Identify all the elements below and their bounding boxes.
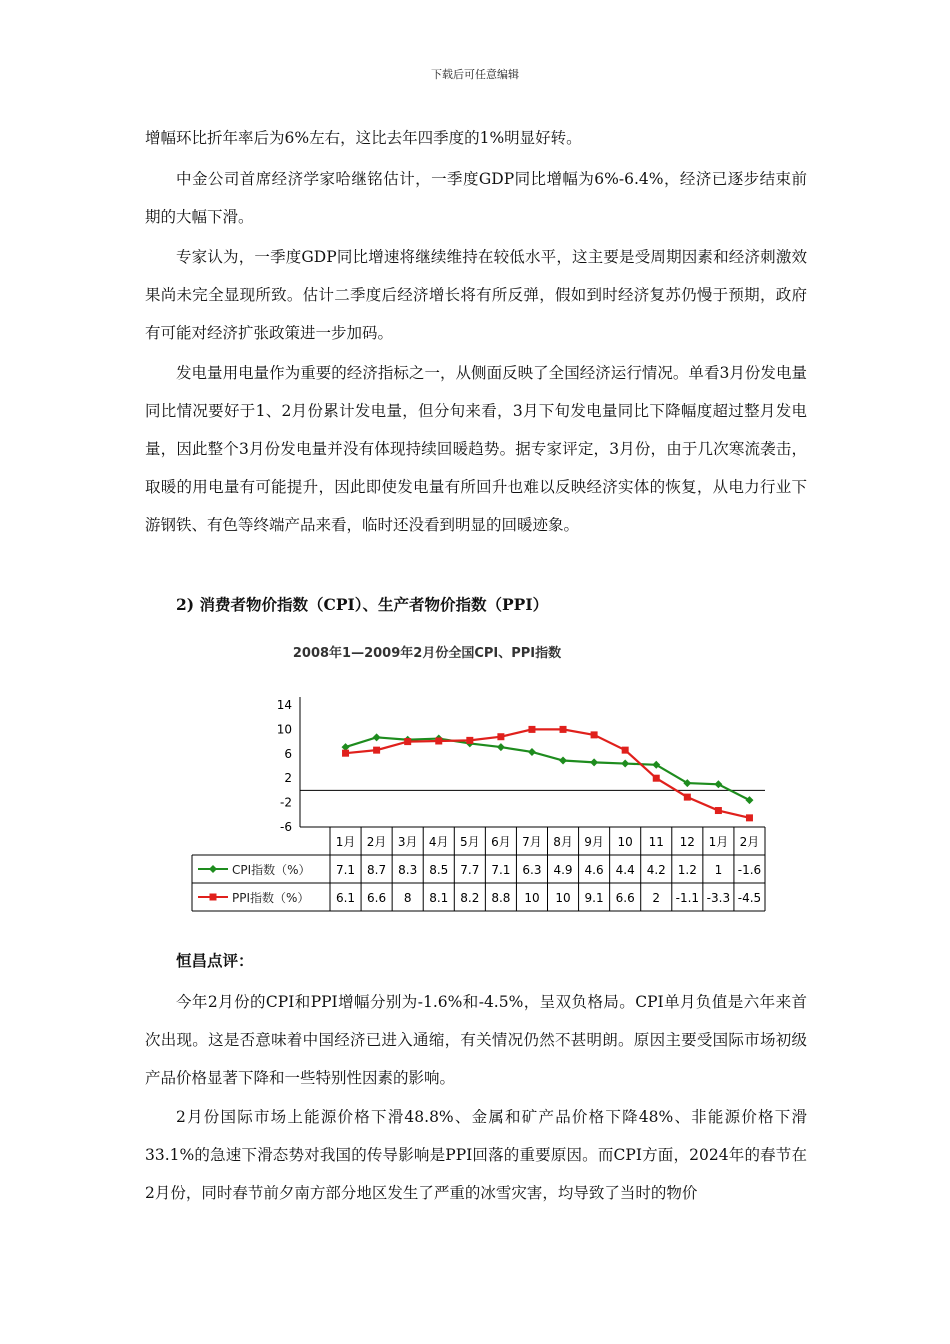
data-label: 7.1 bbox=[335, 863, 356, 877]
y-tick-label: -6 bbox=[280, 820, 292, 834]
paragraph-3: 专家认为，一季度GDP同比增速将继续维持在较低水平，这主要是受周期因素和经济刺激效果尚未完全显现所致。估计二季度后经济增长将有所反弹，假如到时经济复苏仍慢于预期，政府有可能对经济扩张政策进一步加码。 bbox=[145, 248, 807, 342]
data-label: 7.7 bbox=[460, 863, 480, 877]
ppi-point bbox=[435, 737, 442, 744]
cpi-point bbox=[497, 743, 505, 751]
cpi-ppi-chart bbox=[190, 635, 770, 920]
ppi-point bbox=[653, 775, 660, 782]
cpi-point bbox=[590, 758, 598, 766]
page-header: 下载后可任意编辑 bbox=[431, 68, 519, 81]
data-label: 6.6 bbox=[615, 891, 635, 905]
paragraph-6: 2月份国际市场上能源价格下滑48.8%、金属和矿产品价格下降48%、非能源价格下滑33.1%的急速下滑态势对我国的传导影响是PPI回落的重要原因。而CPI方面，2024年的春节在2月份，同时春节前夕南方部分地区发生了严重的冰雪灾害，均导致了当时的物价 bbox=[145, 1108, 807, 1202]
paragraph-2: 中金公司首席经济学家哈继铭估计，一季度GDP同比增幅为6%-6.4%，经济已逐步结束前期的大幅下滑。 bbox=[145, 170, 807, 226]
ppi-point bbox=[404, 738, 411, 745]
y-tick-label: -2 bbox=[280, 795, 292, 810]
section-heading: 2) 消费者物价指数（CPI）、生产者物价指数（PPI） bbox=[176, 595, 549, 614]
chart-title: 2008年1—2009年2月份全国CPI、PPI指数 bbox=[292, 646, 562, 661]
cpi-point bbox=[621, 760, 629, 768]
category-label: 4月 bbox=[428, 835, 449, 849]
category-label: 10 bbox=[617, 835, 633, 849]
data-label: 4.2 bbox=[646, 863, 666, 877]
paragraph-1: 增幅环比折年率后为6%左右，这比去年四季度的1%明显好转。 bbox=[145, 129, 582, 147]
category-label: 6月 bbox=[491, 835, 511, 849]
data-label: 6.6 bbox=[367, 891, 387, 905]
data-label: 10 bbox=[524, 891, 540, 905]
data-label: 6.1 bbox=[335, 891, 356, 905]
category-label: 8月 bbox=[553, 835, 573, 849]
data-label: -1.1 bbox=[675, 891, 700, 905]
paragraph-4: 发电量用电量作为重要的经济指标之一，从侧面反映了全国经济运行情况。单看3月份发电量同比情况要好于1、2月份累计发电量，但分旬来看，3月下旬发电量同比下降幅度超过整月发电量，因此整个3月份发电量并没有体现持续回暖趋势。据专家评定，3月份，由于几次寒流袭击，取暖的用电量有可能提升，因此即使发电量有所回升也难以反映经济实体的恢复，从电力行业下游钢铁、有色等终端产品来看，临时还没看到明显的回暖迹象。 bbox=[145, 364, 807, 534]
data-label: 8.2 bbox=[460, 891, 480, 905]
data-label: 8.5 bbox=[429, 863, 449, 877]
data-label: 9.1 bbox=[584, 891, 604, 905]
legend-label-1: PPI指数（%） bbox=[232, 891, 310, 905]
y-tick-label: 14 bbox=[276, 698, 292, 712]
cpi-point bbox=[559, 757, 567, 765]
data-label: 4.6 bbox=[584, 863, 604, 877]
data-label: -1.6 bbox=[737, 863, 762, 877]
y-tick-label: 2 bbox=[284, 771, 292, 786]
data-label: 8.3 bbox=[398, 863, 418, 877]
data-label: 4.4 bbox=[615, 863, 635, 877]
data-label: 8.8 bbox=[491, 891, 511, 905]
cpi-point bbox=[373, 733, 381, 741]
cpi-point bbox=[528, 748, 536, 756]
ppi-point bbox=[746, 814, 753, 821]
ppi-point bbox=[684, 794, 691, 801]
cpi-point bbox=[714, 780, 722, 788]
data-label: 4.9 bbox=[553, 863, 573, 877]
chart-layer bbox=[192, 645, 765, 911]
comment-heading: 恒昌点评： bbox=[176, 951, 254, 970]
ppi-point bbox=[591, 731, 598, 738]
ppi-point bbox=[373, 747, 380, 754]
cpi-point bbox=[745, 796, 753, 804]
ppi-point bbox=[622, 747, 629, 754]
legend-marker-0 bbox=[209, 865, 217, 873]
data-label: 8.7 bbox=[367, 863, 387, 877]
category-label: 11 bbox=[648, 835, 664, 849]
data-label: 10 bbox=[555, 891, 571, 905]
category-label: 2月 bbox=[739, 835, 760, 849]
data-label: 6.3 bbox=[522, 863, 542, 877]
legend-marker-1 bbox=[210, 894, 217, 901]
legend-label-0: CPI指数（%） bbox=[232, 863, 311, 877]
data-label: 1 bbox=[714, 863, 723, 877]
data-label: -4.5 bbox=[737, 891, 762, 905]
data-label: 2 bbox=[652, 891, 661, 905]
ppi-point bbox=[466, 737, 473, 744]
y-tick-label: 6 bbox=[284, 746, 292, 761]
category-label: 7月 bbox=[522, 835, 542, 849]
ppi-point bbox=[715, 807, 722, 814]
paragraph-5: 今年2月份的CPI和PPI增幅分别为-1.6%和-4.5%，呈双负格局。CPI单月负值是六年来首次出现。这是否意味着中国经济已进入通缩，有关情况仍然不甚明朗。原因主要受国际市场初级产品价格显著下降和一些特别性因素的影响。 bbox=[145, 993, 807, 1087]
ppi-point bbox=[497, 733, 504, 740]
category-label: 2月 bbox=[366, 835, 387, 849]
ppi-point bbox=[560, 726, 567, 733]
y-tick-label: 10 bbox=[276, 722, 292, 737]
category-label: 9月 bbox=[584, 835, 604, 849]
data-label: 7.1 bbox=[491, 863, 511, 877]
ppi-point bbox=[528, 726, 535, 733]
data-label: 8.1 bbox=[429, 891, 449, 905]
category-label: 1月 bbox=[335, 835, 356, 849]
data-label: 1.2 bbox=[677, 863, 697, 877]
category-label: 5月 bbox=[460, 835, 480, 849]
data-label: 8 bbox=[403, 891, 412, 905]
category-label: 12 bbox=[679, 835, 695, 849]
ppi-point bbox=[342, 750, 349, 757]
category-label: 1月 bbox=[708, 835, 729, 849]
category-label: 3月 bbox=[397, 835, 418, 849]
data-label: -3.3 bbox=[706, 891, 731, 905]
